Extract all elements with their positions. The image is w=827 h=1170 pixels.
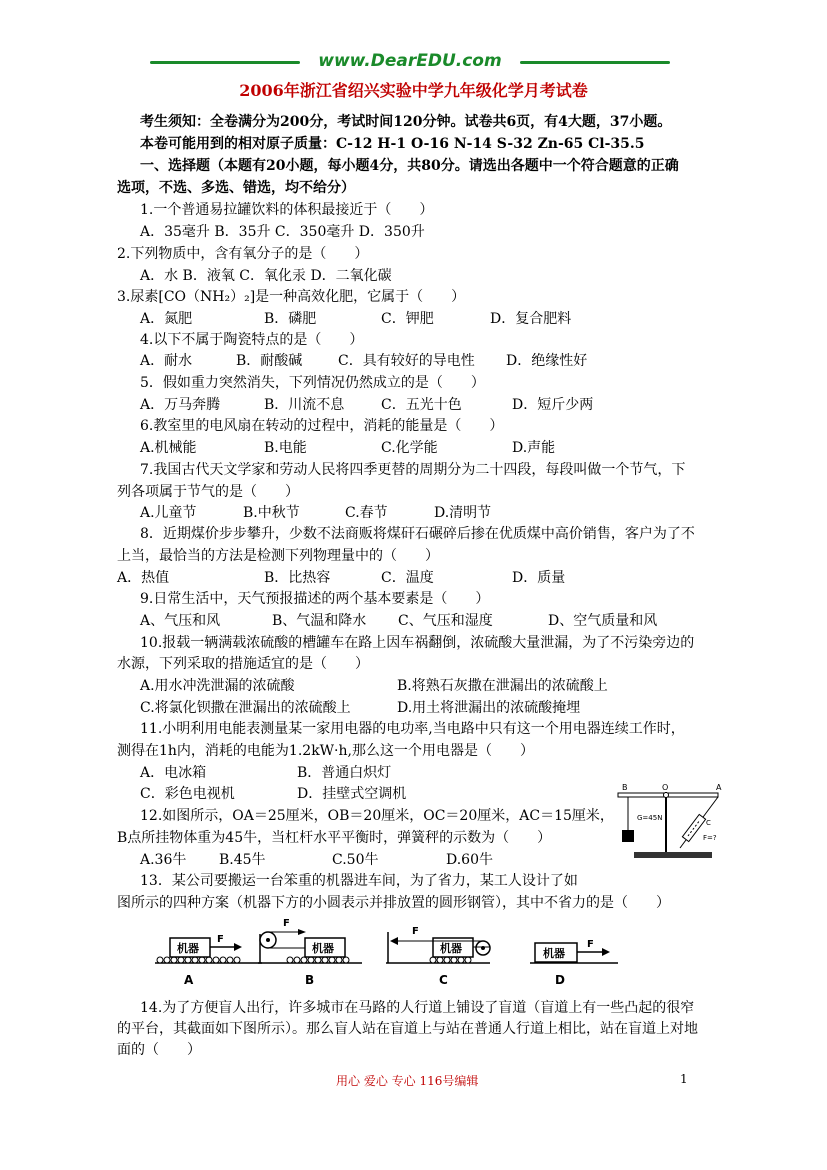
q7-option-d: D.清明节 <box>434 505 492 521</box>
question-14-cont: 的平台，其截面如下图所示）。那么盲人站在盲道上与站在普通人行道上相比，站在盲道上对地 <box>117 1021 698 1037</box>
q8-option-d: D．质量 <box>512 570 566 586</box>
question-9: 9.日常生活中，天气预报描述的两个基本要素是（ ） <box>140 591 490 607</box>
force-label-b: F <box>283 918 290 929</box>
lever-figure <box>606 782 731 868</box>
q5-option-b: B．川流不息 <box>264 397 345 413</box>
q11-option-a: A．电冰箱 <box>140 765 207 781</box>
question-4: 4.以下不属于陶瓷特点的是（ ） <box>140 332 364 348</box>
q4-option-c: C．具有较好的导电性 <box>338 353 475 369</box>
q5-option-d: D．短斤少两 <box>512 397 594 413</box>
q7-option-b: B.中秋节 <box>243 505 300 521</box>
q5-option-a: A．万马奔腾 <box>140 397 221 413</box>
q4-option-d: D．绝缘性好 <box>506 353 588 369</box>
pivot-o <box>664 793 669 798</box>
scheme-b <box>258 918 362 987</box>
scheme-a <box>155 934 262 987</box>
question-13: 13．某公司要搬运一台笨重的机器进车间，为了省力，某工人设计了如 <box>140 873 578 889</box>
scheme-label-a: A <box>184 973 194 987</box>
machine-label-d: 机器 <box>543 947 565 960</box>
q3-option-a: A．氮肥 <box>140 311 193 327</box>
q10-option-a: A.用水冲洗泄漏的浓硫酸 <box>140 678 295 694</box>
question-5: 5．假如重力突然消失，下列情况仍然成立的是（ ） <box>140 375 485 391</box>
question-1: 1.一个普通易拉罐饮料的体积最接近于（ ） <box>140 202 434 218</box>
scheme-label-d: D <box>555 973 565 987</box>
question-12: 12.如图所示，OA＝25厘米，OB＝20厘米，OC＝20厘米，AC＝15厘米， <box>140 808 614 824</box>
machine-label-a: 机器 <box>177 942 199 955</box>
question-12-cont: B点所挂物体重为45牛，当杠杆水平平衡时，弹簧秤的示数为（ ） <box>117 830 552 846</box>
scheme-label-b: B <box>305 973 315 987</box>
exam-title: 2006年浙江省绍兴实验中学九年级化学月考试卷 <box>239 81 588 100</box>
q10-option-b: B.将熟石灰撒在泄漏出的浓硫酸上 <box>397 678 608 694</box>
site-url: www.DearEDU.com <box>318 51 502 71</box>
question-14-cont-2: 面的（ ） <box>117 1042 201 1058</box>
question-11-cont: 测得在1h内，消耗的电能为1.2kW·h,那么这一个用电器是（ ） <box>117 743 534 759</box>
q6-option-a: A.机械能 <box>140 440 197 456</box>
q10-option-c: C.将氯化钡撒在泄漏出的浓硫酸上 <box>140 700 351 716</box>
lever-base <box>634 852 712 858</box>
machine-label-c: 机器 <box>440 942 462 955</box>
question-7: 7.我国古代天文学家和劳动人民将四季更替的周期分为二十四段，每段叫做一个节气，下 <box>140 462 686 478</box>
footer-slogan: 用心 爱心 专心 116号编辑 <box>336 1074 479 1088</box>
machine-figures <box>150 912 630 992</box>
q3-option-d: D．复合肥料 <box>490 311 572 327</box>
q12-option-b: B.45牛 <box>219 852 266 868</box>
question-8-cont: 上当，最恰当的方法是检测下列物理量中的（ ） <box>117 548 439 564</box>
question-2: 2.下列物质中，含有氧分子的是（ ） <box>117 246 369 262</box>
q4-option-a: A．耐水 <box>140 353 193 369</box>
q11-option-d: D．挂壁式空调机 <box>297 786 407 802</box>
site-banner <box>150 50 670 74</box>
q11-option-b: B．普通白炽灯 <box>297 765 392 781</box>
q6-option-c: C.化学能 <box>381 440 438 456</box>
question-3: 3.尿素[CO（NH₂）₂]是一种高效化肥，它属于（ ） <box>117 289 466 305</box>
label-c: C <box>706 819 711 827</box>
page-number: 1 <box>680 1072 688 1086</box>
q8-option-b: B．比热容 <box>264 570 331 586</box>
question-1-options: A．35毫升 B．35升 C．350毫升 D．350升 <box>140 224 425 240</box>
q7-option-a: A.儿童节 <box>140 505 197 521</box>
label-o: O <box>662 783 669 792</box>
section-heading-cont: 选项，不选、多选、错选，均不给分） <box>117 180 355 196</box>
q9-option-b: B、气温和降水 <box>272 613 367 629</box>
question-14: 14.为了方便盲人出行，许多城市在马路的人行道上铺设了盲道（盲道上有一些凸起的很窄 <box>140 1000 695 1016</box>
q4-option-b: B．耐酸碱 <box>236 353 303 369</box>
question-2-options: A．水 B．液氧 C．氧化汞 D．二氧化碳 <box>140 268 392 284</box>
q12-option-d: D.60牛 <box>446 852 493 868</box>
force-label-c: F <box>412 926 419 937</box>
section-heading: 一、选择题（本题有20小题，每小题4分，共80分。请选出各题中一个符合题意的正确 <box>140 158 679 174</box>
q3-option-b: B．磷肥 <box>264 311 317 327</box>
notice-line-2: 本卷可能用到的相对原子质量：C-12 H-1 O-16 N-14 S-32 Zn-65 Cl-35.5 <box>140 136 645 152</box>
force-label-a: F <box>217 934 224 945</box>
force-label-d: F <box>587 939 594 950</box>
q10-option-d: D.用土将泄漏出的浓硫酸掩埋 <box>397 700 581 716</box>
question-11: 11.小明利用电能表测量某一家用电器的电功率,当电路中只有这一个用电器连续工作时， <box>140 721 685 737</box>
q3-option-c: C．钾肥 <box>381 311 434 327</box>
question-6: 6.教室里的电风扇在转动的过程中，消耗的能量是（ ） <box>140 418 504 434</box>
q9-option-c: C、气压和湿度 <box>398 613 493 629</box>
scheme-c <box>386 926 490 987</box>
q6-option-b: B.电能 <box>264 440 307 456</box>
label-weight: G=45N <box>637 814 663 822</box>
q8-option-a: A．热值 <box>117 570 170 586</box>
label-a: A <box>716 783 722 792</box>
q8-option-c: C．温度 <box>381 570 434 586</box>
label-b: B <box>622 783 628 792</box>
q12-option-c: C.50牛 <box>332 852 379 868</box>
q9-option-d: D、空气质量和风 <box>548 613 658 629</box>
q12-option-a: A.36牛 <box>140 852 187 868</box>
question-10-cont: 水源，下列采取的措施适宜的是（ ） <box>117 656 369 672</box>
q7-option-c: C.春节 <box>345 505 388 521</box>
label-force: F=? <box>703 834 717 842</box>
question-10: 10.报载一辆满载浓硫酸的槽罐车在路上因车祸翻倒，浓硫酸大量泄漏，为了不污染旁边的 <box>140 635 695 651</box>
weight-block <box>622 830 634 842</box>
question-7-cont: 列各项属于节气的是（ ） <box>117 484 299 500</box>
scheme-label-c: C <box>439 973 448 987</box>
notice-line-1: 考生须知：全卷满分为200分，考试时间120分钟。试卷共6页，有4大题，37小题。 <box>140 114 672 130</box>
machine-label-b: 机器 <box>312 942 334 955</box>
q6-option-d: D.声能 <box>512 440 556 456</box>
q9-option-a: A、气压和风 <box>140 613 221 629</box>
question-8: 8．近期煤价步步攀升，少数不法商贩将煤矸石碾碎后掺在优质煤中高价销售，客户为了不 <box>140 526 695 542</box>
question-13-cont: 图所示的四种方案（机器下方的小圆表示并排放置的圆形钢管），其中不省力的是（ ） <box>117 895 670 911</box>
q5-option-c: C．五光十色 <box>381 397 462 413</box>
scheme-d <box>530 939 618 987</box>
q11-option-c: C．彩色电视机 <box>140 786 235 802</box>
